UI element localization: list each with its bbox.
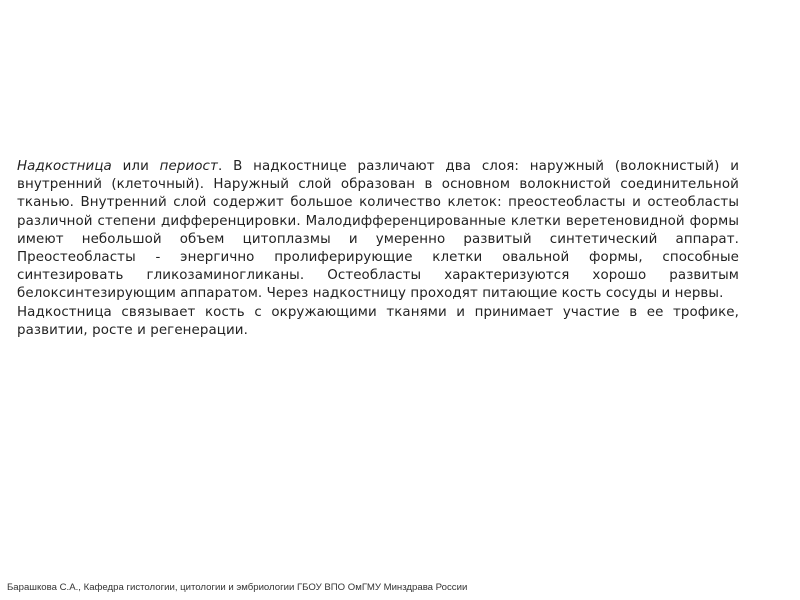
conjunction-text: или [111,159,160,174]
periosteum-paragraph [17,158,739,304]
periosteum-description: . В надкостнице различают два слоя: наружный (волокнистый) и внутренний (клеточный). Наружный слой образован в основном волокнистой соединительной тканью. Внутренний слой содержит большое количество клеток: преостеобласты и остеобласты различной степени дифференцировки. Малодифференцированные клетки веретеновидной формы имеют небольшой объем цитоплазмы и умеренно развитый синтетический аппарат. Преостеобласты - энергично пролиферирующие клетки овальной формы, способные синтезировать гликозаминогликаны. Остеобласты характеризуются хорошо развитым белоксинтезирующим аппаратом. Через надкостницу проходят питающие кость сосуды и нервы. [17,159,739,302]
periosteum-function-paragraph: Надкостница связывает кость с окружающими тканями и принимает участие в ее трофике, развитии, росте и регенерации. [17,304,739,338]
slide-body [17,158,739,340]
term-periost: периост [159,159,218,174]
footer-credit: Барашкова С.А., Кафедра гистологии, цитологии и эмбриологии ГБОУ ВПО ОмГМУ Минздрава России [7,582,468,593]
term-nadkostnica: Надкостница [17,159,112,174]
